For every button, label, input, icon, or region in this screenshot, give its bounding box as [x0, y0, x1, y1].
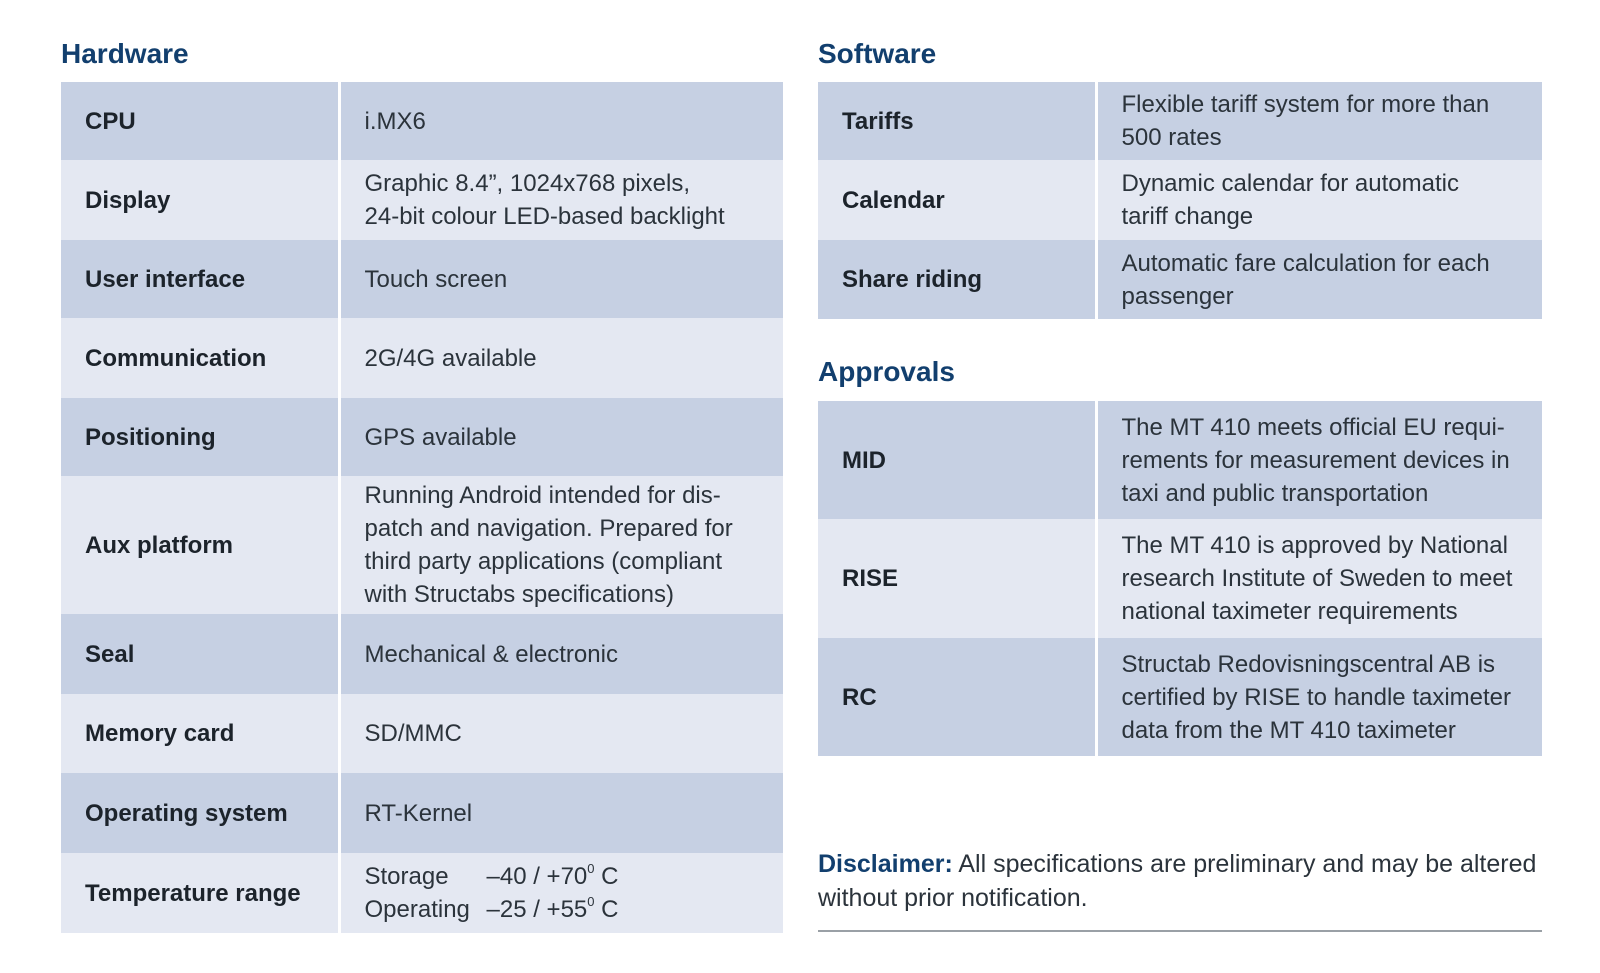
degree-mark: 0: [587, 861, 595, 876]
spec-value: [1096, 519, 1542, 638]
spec-value-line: Running Android intended for dis-: [364, 482, 721, 509]
spec-value-line: Touch screen: [364, 265, 508, 293]
spec-row: [818, 82, 1542, 160]
spec-row: [818, 638, 1542, 756]
hardware-table: [61, 82, 783, 933]
degree-mark: 0: [587, 894, 595, 909]
spec-value: [339, 476, 783, 614]
spec-label: Aux platform: [61, 476, 339, 614]
spec-value-line: Mechanical & electronic: [364, 640, 618, 668]
spec-value-line: passenger: [1121, 282, 1234, 310]
approvals-table: [818, 401, 1542, 756]
spec-label: RISE: [818, 519, 1096, 638]
spec-value-line: i.MX6: [364, 107, 426, 135]
approvals-title: Approvals: [818, 356, 955, 387]
spec-value-line: tariff change: [1121, 203, 1254, 230]
spec-value-line: with Structabs specifications): [364, 581, 674, 608]
spec-value: [1096, 240, 1542, 319]
spec-row: [61, 773, 783, 853]
software-title: Software: [818, 38, 937, 69]
spec-value-line: third party applications (compliant: [364, 548, 723, 575]
spec-value-line: patch and navigation. Prepared for: [364, 515, 733, 542]
spec-label: Seal: [61, 614, 339, 694]
spec-label: Positioning: [61, 398, 339, 476]
spec-value: [339, 82, 783, 160]
spec-label: Communication: [61, 318, 339, 398]
spec-label: Share riding: [818, 240, 1096, 319]
spec-value-line: SD/MMC: [364, 720, 462, 747]
spec-value-line: GPS available: [364, 423, 517, 451]
spec-row: [818, 240, 1542, 319]
spec-value: [339, 318, 783, 398]
spec-value-line: Flexible tariff system for more than: [1121, 91, 1490, 118]
spec-label: Operating system: [61, 773, 339, 853]
spec-value: [1096, 160, 1542, 240]
spec-value-line: Dynamic calendar for automatic: [1121, 170, 1459, 197]
spec-value: [339, 773, 783, 853]
spec-label: Calendar: [818, 160, 1096, 240]
spec-value: [1096, 401, 1542, 519]
spec-label: Memory card: [61, 694, 339, 773]
spec-row: [61, 318, 783, 398]
spec-row: [818, 401, 1542, 519]
spec-row: [818, 160, 1542, 240]
spec-label: User interface: [61, 240, 339, 318]
spec-value: [339, 614, 783, 694]
spec-value-line: data from the MT 410 taximeter: [1121, 716, 1456, 744]
hardware-title: Hardware: [61, 38, 189, 69]
spec-value: [1096, 82, 1542, 160]
disclaimer-divider: [818, 930, 1542, 932]
spec-value: [339, 240, 783, 318]
spec-value-line: rements for measurement devices in: [1121, 446, 1510, 474]
spec-row: [61, 82, 783, 160]
spec-label: Tariffs: [818, 82, 1096, 160]
spec-value-line: RT-Kernel: [364, 799, 473, 827]
temperature-mode: Operating: [364, 896, 470, 923]
spec-value-line: certified by RISE to handle taximeter: [1121, 683, 1512, 711]
spec-value-line: Graphic 8.4”, 1024x768 pixels,: [364, 170, 691, 197]
temperature-line: [365, 893, 772, 926]
spec-label: Display: [61, 160, 339, 240]
spec-value: [339, 694, 783, 773]
spec-label: RC: [818, 638, 1096, 756]
spec-row: [61, 240, 783, 318]
spec-label: CPU: [61, 82, 339, 160]
spec-value-line: Automatic fare calculation for each: [1121, 249, 1490, 277]
spec-row: [818, 519, 1542, 638]
spec-row: [61, 853, 783, 933]
spec-row: [61, 614, 783, 694]
spec-value: [1096, 638, 1542, 756]
disclaimer: [818, 847, 1538, 915]
spec-value-line: national taximeter requirements: [1121, 598, 1458, 625]
temperature-line: [365, 860, 772, 893]
spec-value-line: 500 rates: [1121, 124, 1222, 151]
spec-row: [61, 398, 783, 476]
spec-row: [61, 694, 783, 773]
spec-label: MID: [818, 401, 1096, 519]
spec-value-line: taxi and public transportation: [1121, 479, 1429, 507]
software-table: [818, 82, 1542, 319]
temperature-unit: C: [594, 896, 619, 923]
spec-value: [339, 853, 783, 933]
spec-value-line: 24-bit colour LED-based backlight: [364, 203, 725, 230]
spec-value: [339, 160, 783, 240]
spec-value-line: Structab Redovisningscentral AB is: [1121, 650, 1496, 678]
spec-value-line: The MT 410 is approved by National: [1121, 532, 1508, 559]
spec-label: Temperature range: [61, 853, 339, 933]
temperature-mode: Storage: [364, 863, 449, 890]
temperature-range: –25 / +55: [486, 896, 588, 923]
spec-value-line: 2G/4G available: [364, 344, 537, 372]
spec-value: [339, 398, 783, 476]
disclaimer-label: Disclaimer:: [818, 850, 953, 878]
spec-value-line: The MT 410 meets official EU requi-: [1121, 413, 1505, 441]
temperature-range: –40 / +70: [486, 863, 588, 890]
spec-row: [61, 476, 783, 614]
spec-value-line: research Institute of Sweden to meet: [1121, 565, 1513, 592]
spec-row: [61, 160, 783, 240]
temperature-unit: C: [594, 863, 619, 890]
disclaimer-text: All specifications are preliminary and may be altered without prior notification.: [818, 850, 1537, 912]
